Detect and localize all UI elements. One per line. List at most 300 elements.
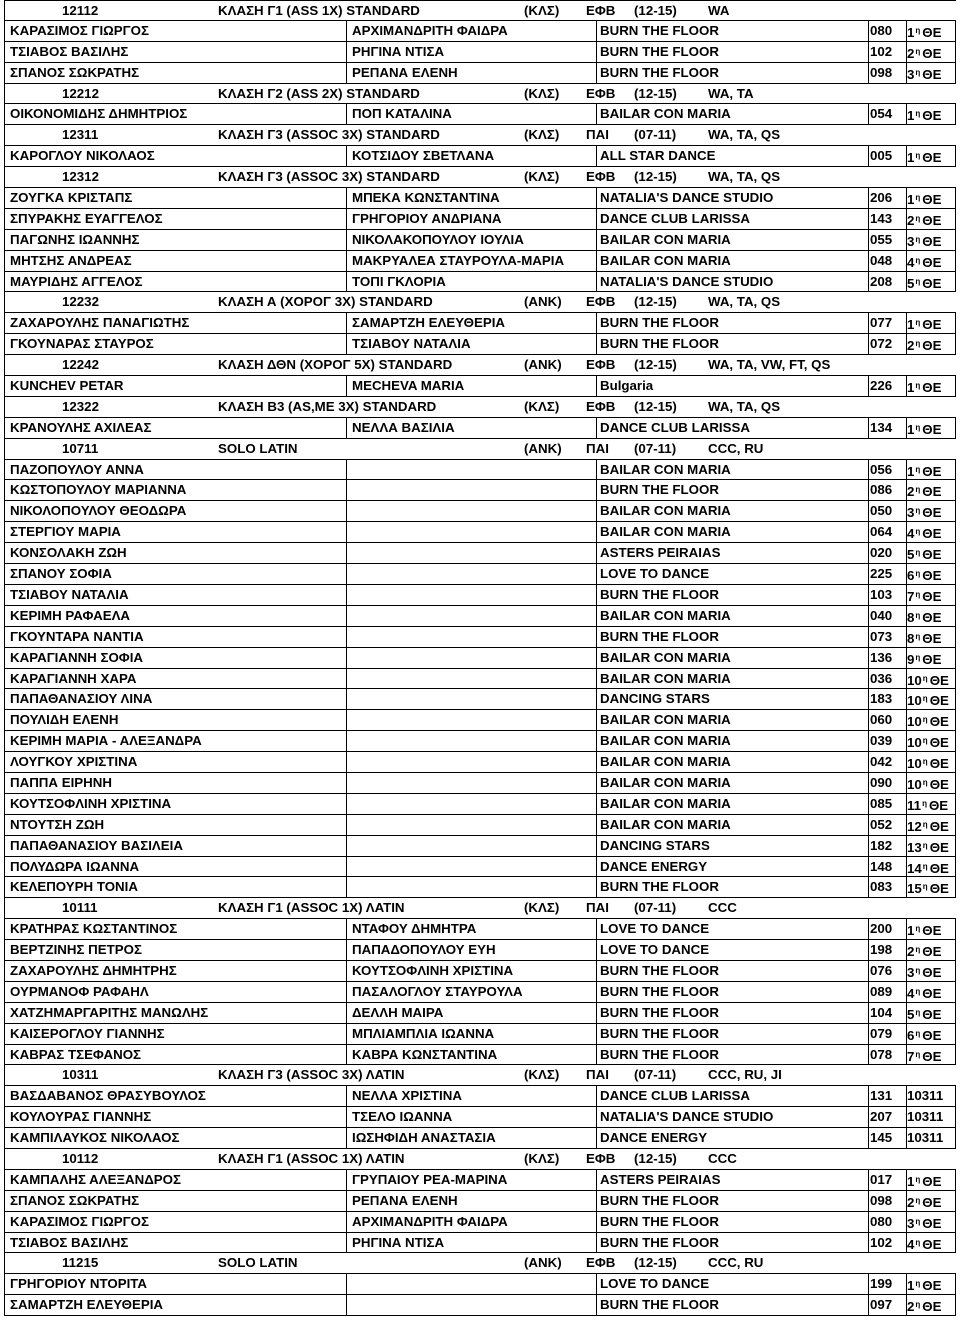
dancer-name: ΖΟΥΓΚΑ ΚΡΙΣΤΑΠΣ	[10, 190, 133, 206]
column-divider	[955, 814, 956, 836]
dancer-name: ΟΙΚΟΝΟΜΙΔΗΣ ΔΗΜΗΤΡΙΟΣ	[10, 106, 188, 122]
dancer-name: ΤΣΙΑΒΟΣ ΒΑΣΙΛΗΣ	[10, 43, 129, 59]
column-divider	[4, 647, 5, 669]
placement-number: 1	[907, 108, 915, 124]
column-divider	[868, 312, 869, 334]
placement-suffix: ΘΕ	[922, 108, 942, 124]
placement	[907, 1045, 955, 1067]
column-divider	[955, 20, 956, 42]
column-divider	[346, 1190, 347, 1212]
result-row	[4, 606, 956, 627]
column-divider	[868, 1044, 869, 1066]
column-divider	[4, 1273, 5, 1295]
column-divider	[955, 960, 956, 982]
couple-number: 078	[870, 1046, 893, 1062]
partner-name: ΤΣΕΛΟ ΙΩΑΝΝΑ	[352, 1109, 453, 1125]
placement-superscript: η	[915, 631, 921, 641]
dancer-name: ΚΑΡΟΓΛΟΥ ΝΙΚΟΛΑΟΣ	[10, 148, 155, 164]
column-divider	[868, 500, 869, 522]
club-name: DANCE CLUB LARISSA	[600, 419, 750, 435]
category-age-group: ΕΦΒ	[586, 3, 616, 18]
column-divider	[346, 145, 347, 167]
category-title: ΚΛΑΣΗ Γ1 (ASS 1Χ) STANDARD	[218, 3, 420, 18]
category-age-range: (12-15)	[634, 398, 677, 414]
dancer-name: ΣΤΕΡΓΙΟΥ ΜΑΡΙΑ	[10, 524, 121, 540]
dancer-name: ΚΡΑΝΟΥΛΗΣ ΑΧΙΛΕΑΣ	[10, 419, 152, 435]
couple-number: 085	[870, 795, 893, 811]
placement-suffix: ΘΕ	[922, 609, 942, 625]
column-divider	[346, 1106, 347, 1128]
column-divider	[346, 41, 347, 63]
column-divider	[868, 417, 869, 439]
club-name: Bulgaria	[600, 378, 654, 394]
dancer-name: ΚΕΛΕΠΟΥΡΗ ΤΟΝΙΑ	[10, 879, 138, 895]
column-divider	[346, 375, 347, 397]
column-divider	[596, 500, 597, 522]
placement-superscript: η	[915, 25, 921, 35]
category-title: ΚΛΑΣΗ Α (ΧΟΡΟΓ 3Χ) STANDARD	[218, 294, 433, 310]
placement	[907, 877, 955, 899]
column-divider	[346, 751, 347, 773]
dancer-name: ΚΟΥΤΣΟΦΛΙΝΗ ΧΡΙΣΤΙΝΑ	[10, 795, 172, 811]
placement	[907, 982, 955, 1004]
placement-number: 1	[907, 1173, 915, 1189]
club-name: DANCE ENERGY	[600, 1130, 708, 1146]
placement	[907, 1003, 955, 1025]
column-divider	[955, 103, 956, 125]
couple-number: 200	[870, 921, 893, 937]
placement	[907, 418, 955, 440]
placement-superscript: η	[922, 777, 928, 787]
category-header-row	[4, 84, 956, 105]
column-divider	[4, 145, 5, 167]
dancer-name: ΓΚΟΥΝΤΑΡΑ ΝΑΝΤΙΑ	[10, 628, 144, 644]
club-name: BURN THE FLOOR	[600, 1297, 719, 1313]
dancer-name: ΚΕΡΙΜΗ ΡΑΦΑΕΛΑ	[10, 607, 131, 623]
column-divider	[596, 856, 597, 878]
placement-superscript: η	[915, 1007, 921, 1017]
result-row	[4, 1233, 956, 1254]
category-type: (ΚΛΣ)	[524, 3, 560, 18]
result-row	[4, 146, 956, 167]
column-divider	[346, 709, 347, 731]
dancer-name: ΚΟΥΛΟΥΡΑΣ ΓΙΑΝΝΗΣ	[10, 1109, 152, 1125]
placement-number: 9	[907, 651, 915, 667]
result-row	[4, 230, 956, 251]
category-age-range: (12-15)	[634, 85, 677, 101]
category-header-row	[4, 292, 956, 313]
dancer-name: ΚΟΝΣΟΛΑΚΗ ΖΩΗ	[10, 545, 127, 561]
column-divider	[4, 187, 5, 209]
placement-number: 7	[907, 1048, 915, 1064]
club-name: BAILAR CON MARIA	[600, 754, 731, 770]
category-dances: WA, TA, VW, FT, QS	[708, 357, 831, 373]
column-divider	[596, 459, 597, 481]
column-divider	[868, 981, 869, 1003]
column-divider	[346, 187, 347, 209]
partner-name: MECHEVA MARIA	[352, 378, 465, 394]
column-divider	[955, 250, 956, 272]
dancer-name: ΣΠΑΝΟΥ ΣΟΦΙΑ	[10, 566, 112, 582]
club-name: BAILAR CON MARIA	[600, 733, 731, 749]
column-divider	[955, 1190, 956, 1212]
placement-number: 4	[907, 526, 915, 542]
placement	[907, 648, 955, 670]
result-row	[4, 313, 956, 334]
category-title: ΚΛΑΣΗ Γ1 (ASSOC 1X) ΛΑΤΙΝ	[218, 900, 405, 916]
result-row	[4, 940, 956, 961]
placement-superscript: η	[915, 1216, 921, 1226]
placement	[907, 1233, 955, 1255]
column-divider	[596, 521, 597, 543]
column-divider	[346, 459, 347, 481]
couple-number: 080	[870, 22, 893, 38]
column-divider	[955, 835, 956, 857]
placement-suffix: ΘΕ	[922, 1173, 942, 1189]
couple-number: 017	[870, 1171, 893, 1187]
placement-superscript: η	[922, 840, 928, 850]
category-age-range: (07-11)	[634, 440, 677, 456]
column-divider	[346, 1273, 347, 1295]
column-divider	[868, 271, 869, 293]
placement	[907, 836, 955, 858]
result-row	[4, 857, 956, 878]
column-divider	[4, 479, 5, 501]
column-divider	[955, 730, 956, 752]
placement-number: 4	[907, 254, 915, 270]
dancer-name: ΣΠΑΝΟΣ ΣΩΚΡΑΤΗΣ	[10, 1192, 140, 1208]
column-divider	[868, 459, 869, 481]
dancer-name: ΧΑΤΖΗΜΑΡΓΑΡΙΤΗΣ ΜΑΝΩΛΗΣ	[10, 1004, 209, 1020]
couple-number: 052	[870, 816, 893, 832]
placement-superscript: η	[915, 339, 921, 349]
column-divider	[955, 187, 956, 209]
placement-number: 2	[907, 944, 915, 960]
column-divider	[596, 814, 597, 836]
placement-superscript: η	[922, 798, 927, 808]
partner-name: ΤΟΠΙ ΓΚΛΟΡΙΑ	[352, 273, 446, 289]
placement	[907, 376, 955, 398]
category-type: (ΚΛΣ)	[524, 900, 560, 916]
column-divider	[346, 417, 347, 439]
column-divider	[4, 542, 5, 564]
column-divider	[955, 751, 956, 773]
placement-superscript: η	[915, 924, 921, 934]
placement	[907, 334, 955, 356]
category-header-row	[4, 397, 956, 418]
placement	[907, 230, 955, 252]
column-divider	[346, 647, 347, 669]
club-name: BAILAR CON MARIA	[600, 712, 731, 728]
category-age-group: ΠΑΙ	[586, 127, 609, 143]
partner-name: ΠΑΠΑΔΟΠΟΥΛΟΥ ΕΥΗ	[352, 942, 496, 958]
placement	[907, 961, 955, 983]
column-divider	[4, 20, 5, 42]
placement-superscript: η	[922, 715, 928, 725]
partner-name: ΝΕΛΛΑ ΒΑΣΙΛΙΑ	[352, 419, 455, 435]
column-divider	[346, 918, 347, 940]
column-divider	[955, 417, 956, 439]
partner-name: ΝΤΑΦΟΥ ΔΗΜΗΤΡΑ	[352, 921, 477, 937]
placement-superscript: η	[915, 109, 921, 119]
partner-name: ΓΡΥΠΑΙΟΥ ΡΕΑ-ΜΑΡΙΝΑ	[352, 1171, 508, 1187]
column-divider	[868, 709, 869, 731]
placement-suffix: ΘΕ	[929, 735, 949, 751]
result-row	[4, 689, 956, 710]
column-divider	[4, 939, 5, 961]
category-code: 12242	[62, 357, 99, 373]
column-divider	[346, 1085, 347, 1107]
couple-number: 056	[870, 461, 893, 477]
category-title: SOLO LATIN	[218, 440, 298, 456]
category-age-group: ΕΦΒ	[586, 85, 616, 101]
placement	[907, 146, 955, 168]
column-divider	[4, 563, 5, 585]
column-divider	[955, 521, 956, 543]
partner-name: ΑΡΧΙΜΑΝΔΡΙΤΗ ΦΑΙΔΡΑ	[352, 22, 508, 38]
result-row	[4, 1003, 956, 1024]
placement	[907, 731, 955, 753]
dancer-name: KUNCHEV PETAR	[10, 378, 124, 394]
placement-superscript: η	[915, 1279, 921, 1289]
column-divider	[346, 500, 347, 522]
category-title: ΚΛΑΣΗ Γ2 (ASS 2Χ) STANDARD	[218, 85, 420, 101]
placement-superscript: η	[922, 882, 928, 892]
category-type: (ΑΝΚ)	[524, 294, 562, 310]
placement-number: 10	[907, 714, 922, 730]
club-name: BURN THE FLOOR	[600, 315, 719, 331]
placement	[907, 710, 955, 732]
placement-suffix: ΘΕ	[929, 881, 949, 897]
placement-number: 1	[907, 421, 915, 437]
placement-suffix: ΘΕ	[922, 380, 942, 396]
placement-superscript: η	[915, 1300, 921, 1310]
placement-suffix: ΘΕ	[922, 338, 942, 354]
category-age-group: ΕΦΒ	[586, 398, 616, 414]
column-divider	[955, 1127, 956, 1149]
placement-superscript: η	[915, 234, 921, 244]
result-row	[4, 272, 956, 293]
placement-suffix: ΘΕ	[922, 547, 942, 563]
club-name: BURN THE FLOOR	[600, 482, 719, 498]
placement-number: 14	[907, 860, 922, 876]
column-divider	[955, 626, 956, 648]
column-divider	[868, 668, 869, 690]
partner-name: ΝΕΛΛΑ ΧΡΙΣΤΙΝΑ	[352, 1088, 462, 1104]
category-age-group: ΕΦΒ	[586, 357, 616, 373]
club-name: NATALIA'S DANCE STUDIO	[600, 273, 774, 289]
couple-number: 182	[870, 837, 893, 853]
club-name: BAILAR CON MARIA	[600, 670, 731, 686]
result-row	[4, 1274, 956, 1295]
placement-number: 1	[907, 24, 915, 40]
placement-suffix: ΘΕ	[929, 693, 949, 709]
column-divider	[955, 584, 956, 606]
placement-superscript: η	[915, 1174, 921, 1184]
column-divider	[868, 20, 869, 42]
column-divider	[868, 145, 869, 167]
couple-number: 060	[870, 712, 893, 728]
result-row	[4, 251, 956, 272]
column-divider	[596, 772, 597, 794]
partner-name: ΤΣΙΑΒΟΥ ΝΑΤΑΛΙΑ	[352, 336, 471, 352]
category-header-row	[4, 125, 956, 146]
club-name: BURN THE FLOOR	[600, 962, 719, 978]
column-divider	[955, 939, 956, 961]
placement-number: 10	[907, 776, 922, 792]
placement	[907, 1128, 955, 1148]
placement-superscript: η	[915, 46, 921, 56]
column-divider	[868, 1232, 869, 1254]
couple-number: 090	[870, 774, 893, 790]
couple-number: 064	[870, 524, 893, 540]
dancer-name: ΚΑΙΣΕΡΟΓΛΟΥ ΓΙΑΝΝΗΣ	[10, 1025, 165, 1041]
column-divider	[4, 772, 5, 794]
placement-number: 10311	[907, 1109, 944, 1125]
dancer-name: ΚΑΜΠΑΛΗΣ ΑΛΕΞΑΝΔΡΟΣ	[10, 1171, 181, 1187]
placement-suffix: ΘΕ	[929, 756, 949, 772]
couple-number: 080	[870, 1213, 893, 1229]
column-divider	[955, 1044, 956, 1066]
result-row	[4, 418, 956, 439]
placement-suffix: ΘΕ	[922, 1278, 942, 1294]
category-title: ΚΛΑΣΗ Γ3 (ASSOC 3X) STANDARD	[218, 169, 440, 185]
column-divider	[4, 814, 5, 836]
column-divider	[4, 1044, 5, 1066]
placement-suffix: ΘΕ	[922, 568, 942, 584]
result-row	[4, 522, 956, 543]
placement-suffix: ΘΕ	[929, 839, 949, 855]
placement-number: 5	[907, 275, 915, 291]
placement-number: 1	[907, 1278, 915, 1294]
column-divider	[868, 333, 869, 355]
placement	[907, 669, 955, 691]
club-name: BURN THE FLOOR	[600, 336, 719, 352]
club-name: NATALIA'S DANCE STUDIO	[600, 1109, 774, 1125]
placement-suffix: ΘΕ	[922, 1027, 942, 1043]
column-divider	[346, 250, 347, 272]
column-divider	[346, 479, 347, 501]
couple-number: 079	[870, 1025, 893, 1041]
category-header-row	[4, 167, 956, 188]
placement	[907, 564, 955, 586]
placement	[907, 773, 955, 795]
club-name: BAILAR CON MARIA	[600, 607, 731, 623]
result-row	[4, 21, 956, 42]
placement-superscript: η	[915, 1028, 921, 1038]
column-divider	[868, 835, 869, 857]
club-name: BURN THE FLOOR	[600, 1192, 719, 1208]
placement-suffix: ΘΕ	[922, 484, 942, 500]
placement-number: 10311	[907, 1130, 944, 1146]
placement-number: 1	[907, 380, 915, 396]
placement	[907, 815, 955, 837]
placement	[907, 63, 955, 85]
placement-number: 2	[907, 1194, 915, 1210]
placement-number: 1	[907, 192, 915, 208]
club-name: BAILAR CON MARIA	[600, 461, 731, 477]
club-name: BURN THE FLOOR	[600, 1025, 719, 1041]
category-code: 12322	[62, 398, 99, 414]
partner-name: ΓΡΗΓΟΡΙΟΥ ΑΝΔΡΙΑΝΑ	[352, 210, 502, 226]
category-dances: WA, TA, QS	[708, 127, 781, 143]
category-dances: WA, TA, QS	[708, 398, 781, 414]
couple-number: 005	[870, 148, 893, 164]
column-divider	[346, 312, 347, 334]
result-row	[4, 564, 956, 585]
placement-number: 3	[907, 233, 915, 249]
category-age-range: (12-15)	[634, 1150, 677, 1166]
placement-superscript: η	[915, 464, 921, 474]
category-code: 11215	[62, 1255, 99, 1271]
club-name: LOVE TO DANCE	[600, 566, 710, 582]
placement-suffix: ΘΕ	[922, 45, 942, 61]
placement	[907, 689, 955, 711]
column-divider	[868, 814, 869, 836]
column-divider	[955, 1106, 956, 1128]
dancer-name: ΖΑΧΑΡΟΥΛΗΣ ΔΗΜΗΤΡΗΣ	[10, 962, 177, 978]
placement-suffix: ΘΕ	[922, 526, 942, 542]
column-divider	[955, 333, 956, 355]
column-divider	[4, 41, 5, 63]
placement	[907, 522, 955, 544]
placement	[907, 42, 955, 64]
category-age-range: (12-15)	[634, 169, 677, 185]
result-row	[4, 731, 956, 752]
category-type: (ΚΛΣ)	[524, 398, 560, 414]
result-row	[4, 1024, 956, 1045]
category-age-range: (12-15)	[634, 294, 677, 310]
partner-name: ΡΕΠΑΝΑ ΕΛΕΝΗ	[352, 1192, 458, 1208]
category-code: 12112	[62, 3, 99, 18]
column-divider	[346, 1294, 347, 1316]
placement	[907, 543, 955, 565]
column-divider	[4, 751, 5, 773]
column-divider	[4, 208, 5, 230]
column-divider	[955, 709, 956, 731]
placement	[907, 940, 955, 962]
column-divider	[4, 375, 5, 397]
couple-number: 077	[870, 315, 893, 331]
placement-superscript: η	[915, 67, 921, 77]
category-dances: WA, TA, QS	[708, 294, 781, 310]
placement-number: 8	[907, 609, 915, 625]
placement-superscript: η	[915, 213, 921, 223]
placement-superscript: η	[915, 527, 921, 537]
category-type: (ΑΝΚ)	[524, 1255, 562, 1271]
dancer-name: ΚΑΒΡΑΣ ΤΣΕΦΑΝΟΣ	[10, 1046, 142, 1062]
dancer-name: ΚΑΡΑΣΙΜΟΣ ΓΙΩΡΓΟΣ	[10, 22, 149, 38]
placement	[907, 251, 955, 273]
placement-number: 2	[907, 45, 915, 61]
placement-suffix: ΘΕ	[922, 463, 942, 479]
placement-superscript: η	[915, 1237, 921, 1247]
column-divider	[868, 1294, 869, 1316]
column-divider	[4, 417, 5, 439]
column-divider	[346, 229, 347, 251]
result-row	[4, 63, 956, 84]
placement-superscript: η	[915, 151, 921, 161]
column-divider	[346, 688, 347, 710]
dancer-name: ΜΗΤΣΗΣ ΑΝΔΡΕΑΣ	[10, 252, 132, 268]
column-divider	[596, 1273, 597, 1295]
column-divider	[596, 709, 597, 731]
column-divider	[346, 835, 347, 857]
column-divider	[4, 250, 5, 272]
club-name: DANCE CLUB LARISSA	[600, 210, 750, 226]
column-divider	[346, 730, 347, 752]
result-row	[4, 1212, 956, 1233]
